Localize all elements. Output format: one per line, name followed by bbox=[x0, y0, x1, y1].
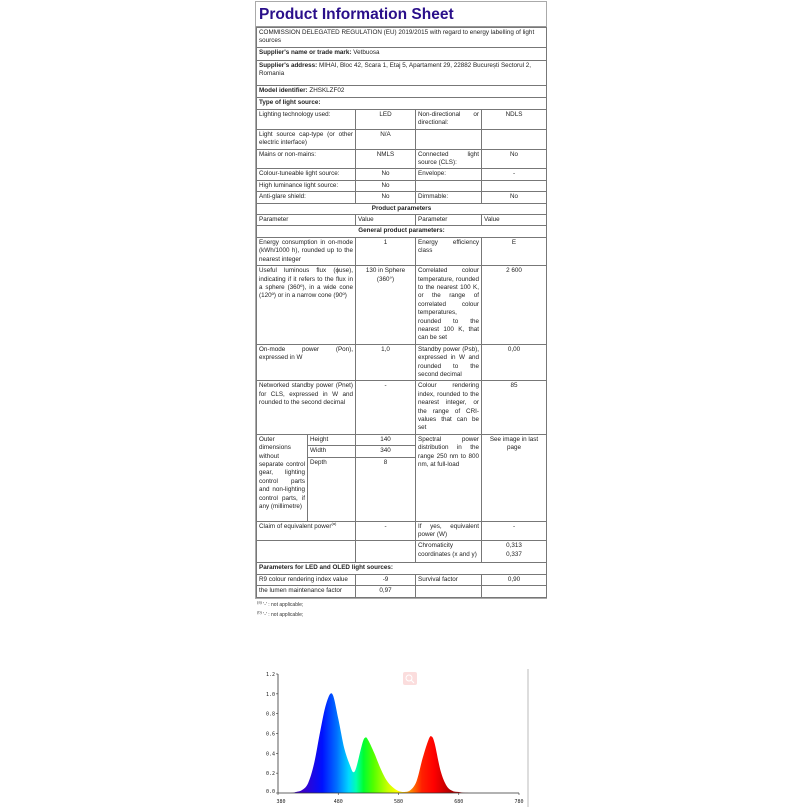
parameter-label bbox=[416, 586, 482, 597]
col-header: Value bbox=[482, 215, 547, 226]
parameter-label: Energy efficiency class bbox=[416, 237, 482, 265]
spd-value: See image in last page bbox=[482, 434, 547, 521]
parameter-label bbox=[416, 129, 482, 149]
table-row bbox=[257, 266, 547, 345]
equivalent-label bbox=[257, 521, 356, 541]
footnote-mark: (a) bbox=[257, 599, 262, 604]
dim-name: Height bbox=[308, 434, 356, 445]
parameter-label: Lighting technology used: bbox=[257, 110, 356, 130]
parameter-label: Networked standby power (Pnet) for CLS, expressed in W and rounded to the second decimal bbox=[257, 381, 356, 434]
dim-value: 140 bbox=[356, 434, 416, 445]
parameter-value: 1,0 bbox=[356, 344, 416, 381]
parameter-value: 2 600 bbox=[482, 266, 547, 345]
parameter-value: 0,00 bbox=[482, 344, 547, 381]
dim-name: Width bbox=[308, 446, 356, 457]
parameter-value: 130 in Sphere (360°) bbox=[356, 266, 416, 345]
empty-cell bbox=[257, 541, 356, 563]
y-tick-label: 1.2 bbox=[265, 671, 275, 678]
general-heading: General product parameters: bbox=[257, 226, 547, 237]
spectrum-area bbox=[278, 693, 519, 793]
y-tick-label: 0.6 bbox=[265, 731, 275, 738]
footnote-a bbox=[257, 599, 547, 609]
equivalent-text: Claim of equivalent power bbox=[259, 522, 332, 530]
parameter-value: NMLS bbox=[356, 149, 416, 169]
table-row bbox=[257, 237, 547, 265]
parameter-label: On-mode power (Pon), expressed in W bbox=[257, 344, 356, 381]
empty-cell bbox=[356, 541, 416, 563]
parameter-label: Anti-glare shield: bbox=[257, 192, 356, 203]
parameter-label: Useful luminous flux (ϕuse), indicating if it refers to the flux in a sphere (360º), in a wide cone (120º) or in a narrow cone (90º) bbox=[257, 266, 356, 345]
table-row bbox=[257, 381, 547, 434]
dimensions-label: Outer dimensions without separate control gear, lighting control parts and non-lighting control parts, if any (millimetre) bbox=[257, 434, 308, 521]
parameter-value: LED bbox=[356, 110, 416, 130]
y-tick-label: 1.0 bbox=[265, 691, 275, 698]
type-heading: Type of light source: bbox=[257, 98, 547, 110]
model-value: ZHSKLZF02 bbox=[309, 87, 345, 94]
parameter-value: 0,90 bbox=[482, 574, 547, 585]
parameter-value: No bbox=[356, 192, 416, 203]
table-row bbox=[257, 344, 547, 381]
parameter-label: Light source cap-type (or other electric interface) bbox=[257, 129, 356, 149]
parameter-value bbox=[482, 586, 547, 597]
x-tick-label: 580 bbox=[393, 798, 404, 805]
col-header: Parameter bbox=[416, 215, 482, 226]
y-tick-label: 0.8 bbox=[265, 711, 275, 718]
parameter-label: Correlated colour temperature, rounded to the nearest 100 K, or the range of correlated colour temperatures, rounded to the nearest 100 K, that can be set bbox=[416, 266, 482, 345]
parameter-label bbox=[416, 180, 482, 191]
table-row bbox=[257, 586, 547, 597]
x-tick-label: 380 bbox=[276, 798, 286, 805]
parameter-value: 1 bbox=[356, 237, 416, 265]
equivalent-power-label: If yes, equivalent power (W) bbox=[416, 521, 482, 541]
chromaticity-y: 0,337 bbox=[506, 550, 522, 558]
y-tick-label: 0.0 bbox=[265, 788, 275, 795]
parameter-value: 0,97 bbox=[356, 586, 416, 597]
supplier-address-label: Supplier's address: bbox=[259, 62, 318, 69]
model-row bbox=[257, 86, 547, 98]
dimensions-row bbox=[257, 434, 547, 445]
chromaticity-label: Chromaticity coordinates (x and y) bbox=[416, 541, 482, 563]
footnote-b bbox=[257, 609, 547, 619]
supplier-name-value: Vetbuosa bbox=[353, 49, 380, 56]
table-row bbox=[257, 110, 547, 130]
parameter-value: No bbox=[356, 169, 416, 180]
column-header-row bbox=[257, 215, 547, 226]
x-tick-label: 780 bbox=[514, 798, 524, 805]
led-heading: Parameters for LED and OLED light sources: bbox=[257, 563, 547, 574]
parameter-label: Standby power (Psb), expressed in W and rounded to the second decimal bbox=[416, 344, 482, 381]
supplier-name-row bbox=[257, 48, 547, 61]
table-row bbox=[257, 149, 547, 169]
parameter-value: - bbox=[482, 169, 547, 180]
equivalent-power-value: - bbox=[482, 521, 547, 541]
dim-value: 8 bbox=[356, 457, 416, 521]
y-tick-label: 0.4 bbox=[265, 750, 275, 757]
parameter-label: Colour-tuneable light source: bbox=[257, 169, 356, 180]
dim-value: 340 bbox=[356, 446, 416, 457]
parameter-label: Colour rendering index, rounded to the nearest integer, or the range of CRI-values that can be set bbox=[416, 381, 482, 434]
x-tick-label: 480 bbox=[333, 798, 343, 805]
footnote-text: '-' : not applicable; bbox=[263, 601, 304, 608]
footnote-ref: (a) bbox=[331, 520, 337, 526]
equivalent-row bbox=[257, 521, 547, 541]
parameter-label: Connected light source (CLS): bbox=[416, 149, 482, 169]
equivalent-value: - bbox=[356, 521, 416, 541]
supplier-name-label: Supplier's name or trade mark: bbox=[259, 49, 352, 56]
parameter-value: No bbox=[482, 192, 547, 203]
x-tick-label: 680 bbox=[454, 798, 464, 805]
parameter-value: - bbox=[356, 381, 416, 434]
parameter-value: NDLS bbox=[482, 110, 547, 130]
parameter-value bbox=[482, 180, 547, 191]
page-column bbox=[255, 1, 547, 812]
col-header: Value bbox=[356, 215, 416, 226]
table-row bbox=[257, 180, 547, 191]
parameter-label: Survival factor bbox=[416, 574, 482, 585]
parameter-value: E bbox=[482, 237, 547, 265]
dim-name: Depth bbox=[308, 457, 356, 521]
product-parameters-heading: Product parameters bbox=[257, 203, 547, 214]
regulation-text: COMMISSION DELEGATED REGULATION (EU) 2019/2015 with regard to energy labelling of light sources bbox=[257, 28, 547, 48]
parameter-label: High luminance light source: bbox=[257, 180, 356, 191]
spd-label: Spectral power distribution in the range 250 nm to 800 nm, at full-load bbox=[416, 434, 482, 521]
spectral-power-chart bbox=[260, 667, 532, 812]
chromaticity-x: 0,313 bbox=[506, 542, 522, 550]
zoom-icon[interactable] bbox=[403, 672, 417, 685]
parameter-value: -9 bbox=[356, 574, 416, 585]
parameter-label: Dimmable: bbox=[416, 192, 482, 203]
supplier-address-row bbox=[257, 61, 547, 86]
parameter-label: Energy consumption in on-mode (kWh/1000 h), rounded up to the nearest integer bbox=[257, 237, 356, 265]
col-header: Parameter bbox=[257, 215, 356, 226]
table-row bbox=[257, 169, 547, 180]
parameter-label: Mains or non-mains: bbox=[257, 149, 356, 169]
parameter-value: 85 bbox=[482, 381, 547, 434]
table-row bbox=[257, 574, 547, 585]
parameter-value: N/A bbox=[356, 129, 416, 149]
parameter-value: No bbox=[356, 180, 416, 191]
info-table bbox=[256, 27, 547, 598]
parameter-label: Envelope: bbox=[416, 169, 482, 180]
page-title: Product Information Sheet bbox=[256, 2, 546, 27]
chromaticity-value bbox=[482, 541, 547, 563]
footnote-mark: (b) bbox=[257, 609, 262, 614]
parameter-label: Non-directional or directional: bbox=[416, 110, 482, 130]
parameter-label: the lumen maintenance factor bbox=[257, 586, 356, 597]
chromaticity-row bbox=[257, 541, 547, 563]
model-label: Model identifier: bbox=[259, 87, 308, 94]
table-row bbox=[257, 192, 547, 203]
parameter-label: R9 colour rendering index value bbox=[257, 574, 356, 585]
parameter-value bbox=[482, 129, 547, 149]
y-tick-label: 0.2 bbox=[265, 770, 275, 777]
table-row bbox=[257, 129, 547, 149]
parameter-value: No bbox=[482, 149, 547, 169]
footnote-text: '-' : not applicable; bbox=[263, 611, 304, 618]
product-information-sheet bbox=[255, 1, 547, 599]
supplier-address-value: MIHAI, Bloc 42, Scara 1, Etaj 5, Apartament 29, 22882 București Sectorul 2, Romania bbox=[259, 62, 532, 78]
